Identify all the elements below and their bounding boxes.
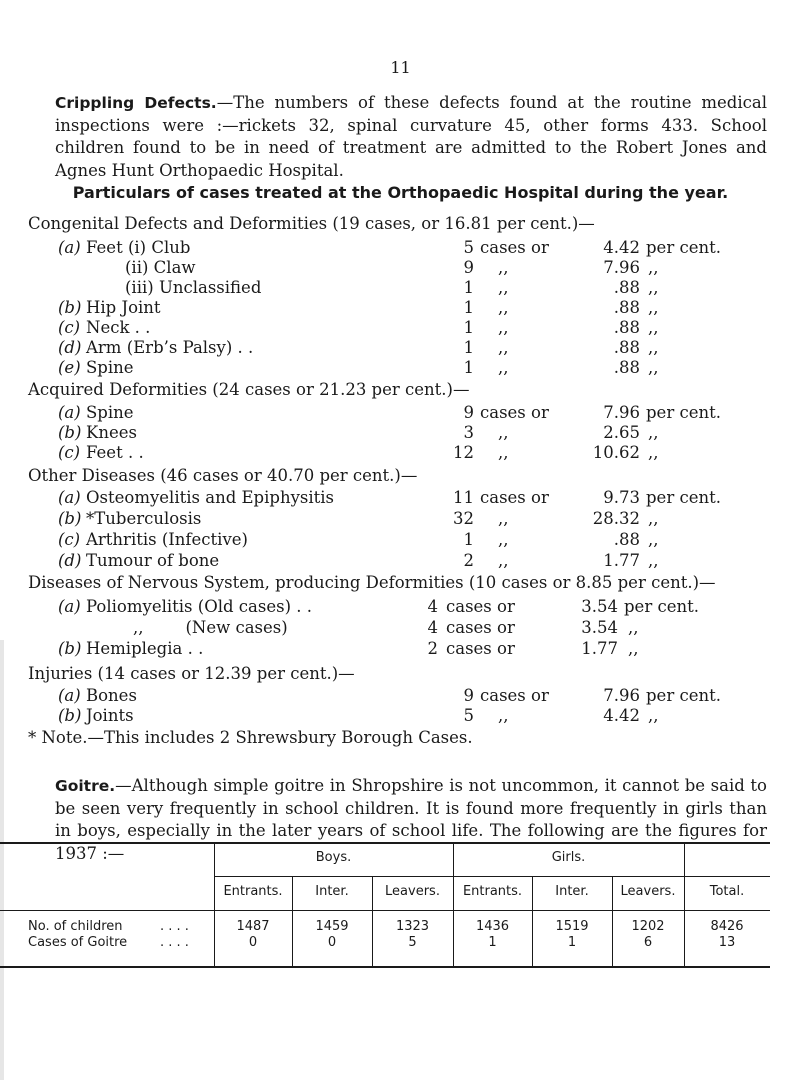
row-label-text: Hemiplegia . . <box>86 639 204 658</box>
other-row <box>0 551 801 573</box>
row-count: 9 <box>463 258 474 277</box>
row-label <box>58 509 201 528</box>
row-count: 1 <box>463 278 474 297</box>
congenital-row <box>0 318 801 340</box>
subheader-entrants: Entrants. <box>223 884 283 899</box>
row-percent-unit: per cent. <box>646 488 721 507</box>
row-label-text: ,, (New cases) <box>133 618 288 637</box>
row-label-text: Poliomyelitis (Old cases) . . <box>86 597 313 616</box>
congenital-row <box>0 338 801 360</box>
row-percent: 7.96 <box>603 403 640 422</box>
row-percent-unit: ,, <box>648 358 659 377</box>
row-percent: .88 <box>613 298 640 317</box>
girls-header: Girls. <box>551 850 586 865</box>
row-percent: .88 <box>613 338 640 357</box>
table-rule <box>0 966 770 968</box>
table-cell: 13 <box>718 935 736 950</box>
table-cell: 1 <box>567 935 577 950</box>
row-label-text: Arm (Erb’s Palsy) . . <box>86 338 254 357</box>
row-count: 9 <box>463 403 474 422</box>
row-percent: 7.96 <box>603 258 640 277</box>
row-percent: 28.32 <box>592 509 640 528</box>
congenital-row <box>0 298 801 320</box>
row-percent: 3.54 <box>581 618 618 637</box>
boys-header: Boys. <box>315 850 352 865</box>
row-cases: ,, <box>498 423 509 442</box>
row-count: 3 <box>463 423 474 442</box>
row-label <box>58 706 134 725</box>
goitre-lead: Goitre. <box>55 777 116 795</box>
congenital-row <box>0 278 801 300</box>
row-index: (a) <box>58 488 81 507</box>
row-label-text: (iii) Unclassified <box>125 278 262 297</box>
injuries-title: Injuries (14 cases or 12.39 per cent.)— <box>28 664 355 683</box>
row-index: (b) <box>58 298 82 317</box>
row-label-text: Feet (i) Club <box>86 238 191 257</box>
row-cases: cases or <box>480 403 549 422</box>
row-count: 1 <box>463 530 474 549</box>
row-count: 1 <box>463 318 474 337</box>
row-count: 4 <box>427 597 438 616</box>
row-cases: cases or <box>480 488 549 507</box>
row-percent-unit: ,, <box>648 423 659 442</box>
subheader-inter: Inter. <box>555 884 589 899</box>
row-cases: cases or <box>446 618 515 637</box>
nervous-title: Diseases of Nervous System, producing Deformities (10 cases or 8.85 per cent.)— <box>28 573 716 592</box>
row-label <box>125 278 261 297</box>
row-percent-unit: ,, <box>648 338 659 357</box>
row-cases: ,, <box>498 258 509 277</box>
row-cases: ,, <box>498 551 509 570</box>
row-label-text: Neck . . <box>86 318 151 337</box>
row-label <box>58 423 137 442</box>
injuries-row <box>0 706 801 728</box>
row-index: (b) <box>58 509 82 528</box>
row-index: (d) <box>58 551 82 570</box>
row-label <box>58 298 161 317</box>
row-percent: .88 <box>613 278 640 297</box>
crippling-paragraph <box>55 92 767 182</box>
row-label-text: *Tuberculosis <box>86 509 202 528</box>
row-cases: ,, <box>498 358 509 377</box>
row-percent-unit: ,, <box>648 318 659 337</box>
row-label-text: Tumour of bone <box>86 551 220 570</box>
nervous-row <box>0 597 801 619</box>
congenital-row <box>0 358 801 380</box>
row-label <box>58 443 144 462</box>
row-percent: 2.65 <box>603 423 640 442</box>
row-count: 4 <box>427 618 438 637</box>
table-cell: 1487 <box>236 919 270 934</box>
row-label <box>125 258 196 277</box>
row-percent: 3.54 <box>581 597 618 616</box>
row-label <box>58 639 203 658</box>
other-row <box>0 509 801 531</box>
other-title: Other Diseases (46 cases or 40.70 per cent.)— <box>28 466 418 485</box>
total-header: Total. <box>709 884 745 899</box>
row-percent: .88 <box>613 530 640 549</box>
row-label-text: Joints <box>86 706 134 725</box>
row-count: 11 <box>453 488 474 507</box>
row-label <box>105 618 288 637</box>
row-percent-unit: per cent. <box>646 686 721 705</box>
row-index: (d) <box>58 338 82 357</box>
subheader-leavers: Leavers. <box>620 884 676 899</box>
row-percent: 9.73 <box>603 488 640 507</box>
row-percent-unit: ,, <box>648 551 659 570</box>
row-percent: .88 <box>613 318 640 337</box>
acquired-row <box>0 423 801 445</box>
row-label <box>58 597 312 616</box>
row-count: 2 <box>463 551 474 570</box>
row-percent: .88 <box>613 358 640 377</box>
row-index: (b) <box>58 706 82 725</box>
row-count: 1 <box>463 338 474 357</box>
row-label-text: Bones <box>86 686 137 705</box>
row-count: 2 <box>427 639 438 658</box>
crippling-text: —The numbers of these defects found at the routine medical inspections were :—rickets 32, spinal curvature 45, other forms 433. School children found to be in need of treatment are admitted to the Robert Jones and Agnes Hunt Orthopaedic Hospital. <box>55 93 767 180</box>
row-percent-unit: ,, <box>648 258 659 277</box>
row-percent: 7.96 <box>603 686 640 705</box>
row-label <box>58 318 150 337</box>
acquired-row <box>0 403 801 425</box>
crippling-lead: Crippling Defects. <box>55 94 217 112</box>
row-index: (b) <box>58 423 82 442</box>
row-label <box>58 530 248 549</box>
acquired-row <box>0 443 801 465</box>
row-cases: ,, <box>498 443 509 462</box>
row-percent-unit: ,, <box>648 278 659 297</box>
table-rule <box>214 876 770 877</box>
nervous-row <box>0 618 801 640</box>
row-count: 5 <box>463 238 474 257</box>
row-index: (c) <box>58 443 81 462</box>
table-cell: 8426 <box>710 919 744 934</box>
row-cases: cases or <box>480 686 549 705</box>
subheader-entrants: Entrants. <box>462 884 523 899</box>
row-percent-unit: ,, <box>648 706 659 725</box>
table-row-leader: . . . . <box>160 935 189 950</box>
row-label <box>58 686 137 705</box>
row-percent-unit: ,, <box>648 298 659 317</box>
table-cell: 0 <box>248 935 258 950</box>
congenital-row <box>0 258 801 280</box>
table-cell: 1323 <box>395 919 430 934</box>
nervous-row <box>0 639 801 661</box>
row-percent-unit: ,, <box>628 618 639 637</box>
row-label <box>58 238 190 257</box>
row-label-text: Spine <box>86 358 134 377</box>
table-cell: 1519 <box>555 919 589 934</box>
row-index: (a) <box>58 597 81 616</box>
row-label <box>58 551 219 570</box>
row-index: (a) <box>58 403 81 422</box>
other-row <box>0 530 801 552</box>
row-label <box>58 338 253 357</box>
row-label-text: Knees <box>86 423 137 442</box>
other-row <box>0 488 801 510</box>
row-cases: ,, <box>498 530 509 549</box>
row-index: (a) <box>58 686 81 705</box>
goitre-text: —Although simple goitre in Shropshire is not uncommon, it cannot be said to be seen very frequently in school children. It is found more frequently in girls than in boys, especially in the later years of school life. The following are the figures for 1937 :— <box>55 776 767 863</box>
congenital-title: Congenital Defects and Deformities (19 cases, or 16.81 per cent.)— <box>28 214 595 233</box>
row-percent-unit: per cent. <box>646 238 721 257</box>
row-cases: ,, <box>498 318 509 337</box>
row-label-text: Arthritis (Infective) <box>86 530 248 549</box>
row-label <box>58 358 134 377</box>
subheader-inter: Inter. <box>315 884 349 899</box>
acquired-title: Acquired Deformities (24 cases or 21.23 per cent.)— <box>28 380 470 399</box>
row-label-text: Osteomyelitis and Epiphysitis <box>86 488 335 507</box>
row-label-text: (ii) Claw <box>125 258 196 277</box>
footnote: * Note.—This includes 2 Shrewsbury Borough Cases. <box>28 728 473 747</box>
subheader-leavers: Leavers. <box>385 884 440 899</box>
row-cases: ,, <box>498 278 509 297</box>
table-cell: 6 <box>643 935 653 950</box>
table-cell: 0 <box>327 935 337 950</box>
section-heading: Particulars of cases treated at the Orthopaedic Hospital during the year. <box>72 183 729 202</box>
table-cell: 1459 <box>315 919 349 934</box>
row-label-text: Hip Joint <box>86 298 161 317</box>
row-percent: 4.42 <box>603 238 640 257</box>
row-cases: ,, <box>498 298 509 317</box>
row-cases: cases or <box>446 639 515 658</box>
table-row-leader: . . . . <box>160 919 189 934</box>
row-cases: ,, <box>498 706 509 725</box>
injuries-row <box>0 686 801 708</box>
row-count: 1 <box>463 358 474 377</box>
table-row-label: No. of children <box>28 919 123 934</box>
table-cell: 1 <box>488 935 497 950</box>
table-cell: 1202 <box>631 919 665 934</box>
row-index: (a) <box>58 238 81 257</box>
page-number: 11 <box>390 58 411 77</box>
row-index: (c) <box>58 318 81 337</box>
row-index: (e) <box>58 358 81 377</box>
row-label <box>58 488 334 507</box>
row-percent-unit: per cent. <box>624 597 699 616</box>
row-percent: 1.77 <box>581 639 618 658</box>
row-count: 12 <box>453 443 474 462</box>
row-cases: ,, <box>498 338 509 357</box>
row-percent: 10.62 <box>592 443 640 462</box>
table-row-label: Cases of Goitre <box>28 935 128 950</box>
row-label-text: Feet . . <box>86 443 144 462</box>
row-index: (c) <box>58 530 81 549</box>
row-percent-unit: ,, <box>648 443 659 462</box>
row-count: 32 <box>453 509 474 528</box>
row-count: 9 <box>463 686 474 705</box>
row-percent-unit: ,, <box>648 509 659 528</box>
row-label-text: Spine <box>86 403 134 422</box>
row-percent-unit: per cent. <box>646 403 721 422</box>
row-percent: 4.42 <box>603 706 640 725</box>
row-count: 5 <box>463 706 474 725</box>
row-index: (b) <box>58 639 82 658</box>
row-percent-unit: ,, <box>628 639 639 658</box>
congenital-row <box>0 238 801 260</box>
row-label <box>58 403 134 422</box>
table-rule <box>0 842 770 844</box>
table-rule <box>0 910 770 911</box>
row-count: 1 <box>463 298 474 317</box>
row-percent: 1.77 <box>603 551 640 570</box>
row-cases: cases or <box>446 597 515 616</box>
row-percent-unit: ,, <box>648 530 659 549</box>
row-cases: ,, <box>498 509 509 528</box>
table-cell: 5 <box>408 935 417 950</box>
table-cell: 1436 <box>475 919 510 934</box>
row-cases: cases or <box>480 238 549 257</box>
